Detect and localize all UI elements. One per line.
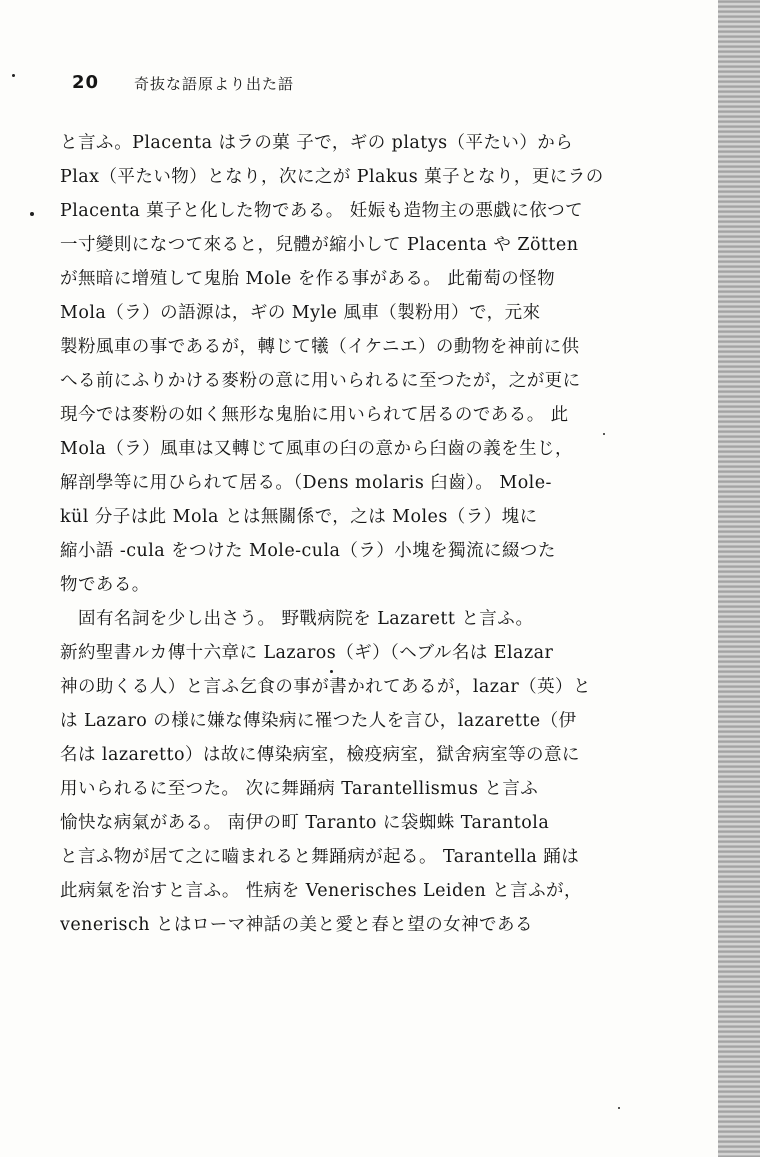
scan-speck <box>30 212 34 216</box>
body-line-10: Mola（ラ）風車は又轉じて風車の臼の意から臼齒の義を生じ， <box>60 439 573 459</box>
scan-speck <box>603 433 605 435</box>
scan-speck <box>618 1107 620 1109</box>
body-line-18: は Lazaro の様に嫌な傳染病に罹つた人を言ひ，lazarette（伊 <box>60 711 577 731</box>
body-line-17: 神の助くる人）と言ふ乞食の事が書かれてあるが，lazar（英）と <box>60 677 591 697</box>
body-line-15: 固有名詞を少し出さう。 野戰病院を Lazarett と言ふ。 <box>78 609 534 629</box>
body-line-14: 物である。 <box>60 575 150 595</box>
body-line-3: Placenta 菓子と化した物である。 妊娠も造物主の悪戯に依つて <box>60 201 584 221</box>
scan-speck <box>330 670 333 673</box>
body-line-7: 製粉風車の事であるが，轉じて犧（イケニエ）の動物を神前に供 <box>60 337 580 357</box>
body-line-23: 此病氣を治すと言ふ。 性病を Venerisches Leiden と言ふが， <box>60 881 582 901</box>
body-line-20: 用いられるに至つた。 次に舞踊病 Tarantellismus と言ふ <box>60 779 539 799</box>
body-line-9: 現今では麥粉の如く無形な鬼胎に用いられて居るのである。 此 <box>60 405 569 425</box>
body-line-5: が無暗に增殖して鬼胎 Mole を作る事がある。 此葡萄の怪物 <box>60 269 556 289</box>
body-line-19: 名は lazaretto）は故に傳染病室，檢疫病室，獄舍病室等の意に <box>60 745 580 765</box>
scan-speck <box>12 74 15 77</box>
body-line-6: Mola（ラ）の語源は，ギの Myle 風車（製粉用）で，元來 <box>60 303 541 323</box>
body-line-8: へる前にふりかける麥粉の意に用いられるに至つたが，之が更に <box>60 371 581 391</box>
page-number: 20 <box>72 72 100 93</box>
body-line-12: kül 分子は此 Mola とは無關係で，之は Moles（ラ）塊に <box>60 507 538 527</box>
running-title: 奇抜な語原より出た語 <box>134 75 295 93</box>
body-text <box>60 126 685 942</box>
body-line-4: 一寸變則になつて來ると，兒體が縮小して Placenta や Zötten <box>60 235 579 255</box>
body-line-16: 新約聖書ルカ傳十六章に Lazaros（ギ）（ヘブル名は Elazar <box>60 643 554 663</box>
body-line-13: 縮小語 -cula をつけた Mole-cula（ラ）小塊を獨流に綴つた <box>60 541 556 561</box>
body-line-24: venerisch とはローマ神話の美と愛と春と望の女神である <box>60 915 533 935</box>
body-line-22: と言ふ物が居て之に嚙まれると舞踊病が起る。 Tarantella 踊は <box>60 847 580 867</box>
body-line-2: Plax（平たい物）となり，次に之が Plakus 菓子となり，更にラの <box>60 167 604 187</box>
body-line-11: 解剖學等に用ひられて居る。（Dens molaris 臼齒）。 Mole- <box>60 473 552 493</box>
body-line-21: 愉快な病氣がある。 南伊の町 Taranto に袋蜘蛛 Tarantola <box>60 813 550 833</box>
body-line-1: と言ふ。Placenta はラの菓 子で，ギの platys（平たい）から <box>60 133 574 153</box>
book-page-edge <box>718 0 760 1157</box>
